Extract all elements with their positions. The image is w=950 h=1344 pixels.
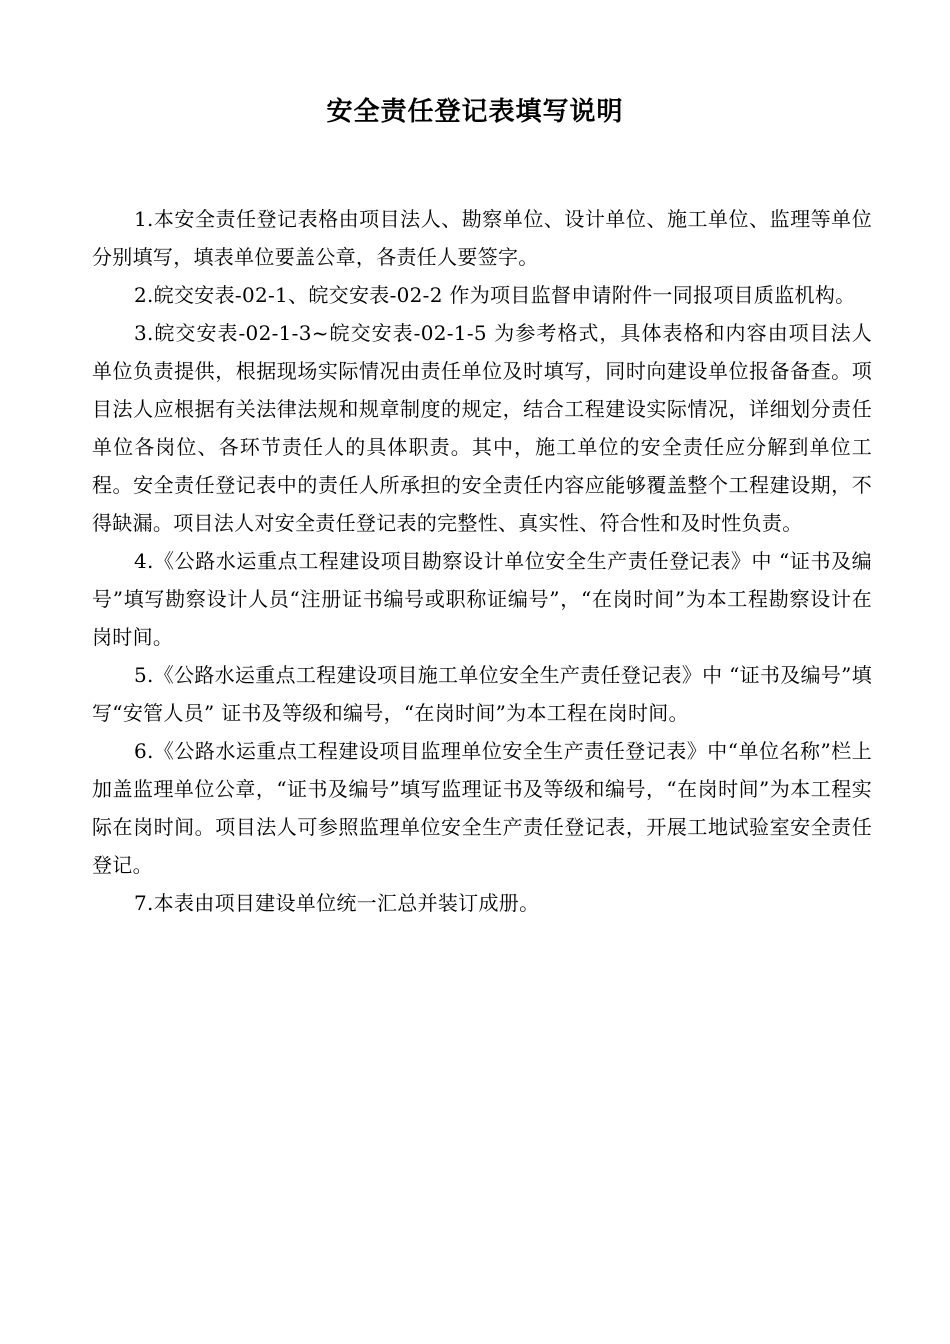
paragraph-5: 5.《公路水运重点工程建设项目施工单位安全生产责任登记表》中 “证书及编号”填写“安管人员” 证书及等级和编号，“在岗时间”为本工程在岗时间。 bbox=[92, 663, 872, 725]
paragraph-7: 7.本表由项目建设单位统一汇总并装订成册。 bbox=[134, 891, 540, 915]
paragraph-2: 2.皖交安表-02-1、皖交安表-02-2 作为项目监督申请附件一同报项目质监机构。 bbox=[134, 283, 856, 307]
paragraph-4: 4.《公路水运重点工程建设项目勘察设计单位安全生产责任登记表》中 “证书及编号”填写勘察设计人员“注册证书编号或职称证编号”，“在岗时间”为本工程勘察设计在岗时间。 bbox=[92, 549, 872, 649]
paragraph-6: 6.《公路水运重点工程建设项目监理单位安全生产责任登记表》中“单位名称”栏上加盖监理单位公章，“证书及编号”填写监理证书及等级和编号，“在岗时间”为本工程实际在岗时间。项目法人可参照监理单位安全生产责任登记表，开展工地试验室安全责任登记。 bbox=[92, 739, 872, 877]
paragraph-3: 3.皖交安表-02-1-3~皖交安表-02-1-5 为参考格式，具体表格和内容由项目法人单位负责提供，根据现场实际情况由责任单位及时填写，同时向建设单位报备备查。项目法人应根据有关法律法规和规章制度的规定，结合工程建设实际情况，详细划分责任单位各岗位、各环节责任人的具体职责。其中，施工单位的安全责任应分解到单位工程。安全责任登记表中的责任人所承担的安全责任内容应能够覆盖整个工程建设期，不得缺漏。项目法人对安全责任登记表的完整性、真实性、符合性和及时性负责。 bbox=[92, 321, 872, 535]
paragraph-1: 1.本安全责任登记表格由项目法人、勘察单位、设计单位、施工单位、监理等单位分别填写，填表单位要盖公章，各责任人要签字。 bbox=[92, 207, 872, 269]
document-title: 安全责任登记表填写说明 bbox=[326, 97, 624, 127]
document-body bbox=[92, 200, 872, 922]
